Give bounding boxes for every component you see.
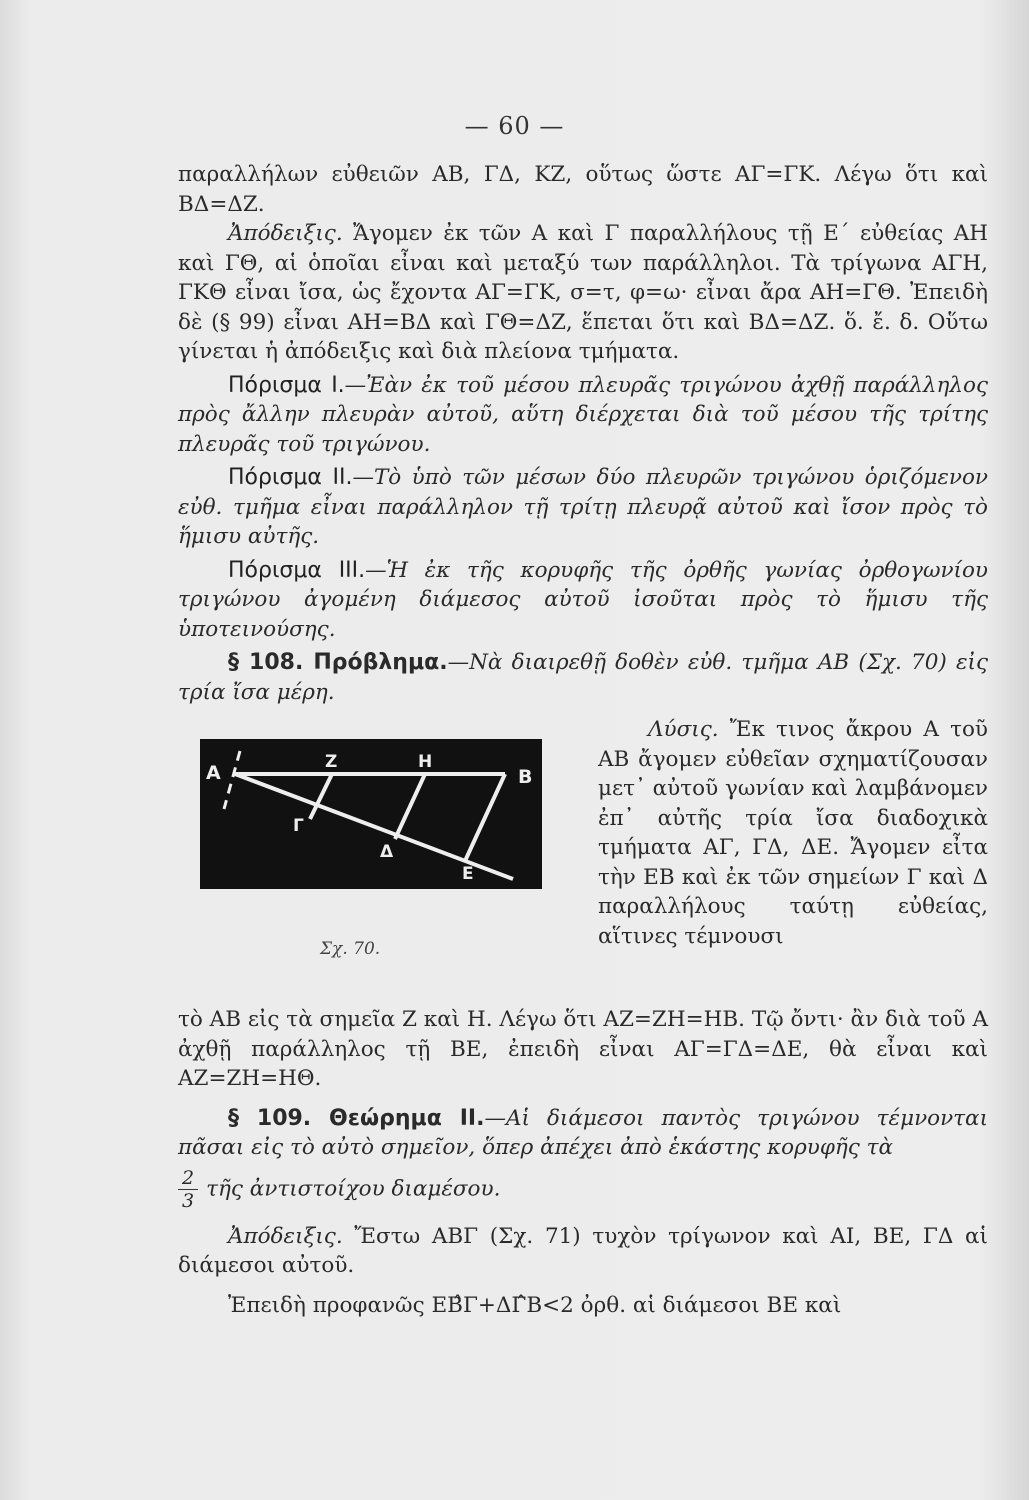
section-108 — [178, 648, 988, 707]
label-b: B — [518, 766, 533, 788]
label-a: A — [206, 762, 221, 784]
fraction-denominator: 3 — [182, 1189, 195, 1212]
corollary-2-text: —Τὸ ὑπὸ τῶν μέσων δύο πλευρῶν τριγώνου ὁριζόμενον εὐθ. τμῆμα εἶναι παράλληλον τῇ τρίτῃ πλευρᾷ αὐτοῦ καὶ ἴσον πρὸς τὸ ἥμισυ αὐτῆς. — [178, 465, 988, 549]
figure-caption: Σχ. 70. — [320, 939, 381, 959]
division-diagram-svg — [200, 739, 542, 889]
segment-eb — [465, 774, 505, 861]
section-109-text: —Αἱ διάμεσοι παντὸς τριγώνου τέμνονται πᾶσαι εἰς τὸ αὐτὸ σημεῖον, ὅπερ ἀπέχει ἀπὸ ἑκάστης κορυφῆς τὰ — [178, 1105, 988, 1160]
solution-text: Ἔκ τινος ἄκρου Α τοῦ ΑΒ ἄγομεν εὐθεῖαν σχηματίζουσαν μετ᾽ αὐτοῦ γωνίαν καὶ λαμβάνομεν ἐπ᾽ αὐτῆς τρία ἴσα διαδοχικὰ τμήματα ΑΓ, ΓΔ, ΔΕ. Ἄγομεν εἶτα τὴν ΕΒ καὶ ἐκ τῶν σημείων Γ καὶ Δ παραλλήλους ταύτῃ εὐθείας, αἵτινες τέμνουσι — [598, 717, 988, 949]
figure-70 — [178, 715, 568, 995]
dashed-parallel — [224, 751, 240, 809]
corollary-1-text: —Ἐὰν ἐκ τοῦ μέσου πλευρᾶς τριγώνου ἀχθῇ παράλληλος πρὸς ἄλλην πλευρὰν αὐτοῦ, αὕτη διέρχεται διὰ τοῦ μέσου τῆς τρίτης πλευρᾶς τοῦ τριγώνου. — [178, 372, 988, 457]
figure-and-solution — [178, 715, 988, 1005]
corollary-3-label: Πόρισμα ΙΙΙ. — [228, 557, 366, 583]
section-109 — [178, 1104, 988, 1163]
figure-diagram — [200, 739, 542, 889]
proof-text: Ἄγομεν ἐκ τῶν Α καὶ Γ παραλλήλους τῇ Ε΄ εὐθείας ΑΗ καὶ ΓΘ, αἱ ὁποῖαι εἶναι καὶ μεταξύ των παράλληλοι. Τὰ τρίγωνα ΑΓΗ, ΓΚΘ εἶναι ἴσα, ὡς ἔχοντα ΑΓ=ΓΚ, σ=τ, φ=ω· εἶναι ἄρα ΑΗ=ΓΘ. Ἐπειδὴ δὲ (§ 99) εἶναι ΑΗ=ΒΔ καὶ ΓΘ=ΔΖ, ἕπεται ὅτι καὶ ΒΔ=ΔΖ. ὅ. ἔ. δ. Οὕτω γίνεται ἡ ἀπόδειξις καὶ διὰ πλείονα τμήματα. — [178, 221, 988, 364]
section-109-heading: § 109. Θεώρημα ΙΙ. — [228, 1105, 485, 1131]
page-number: — 60 — — [464, 112, 565, 140]
section-108-text: —Νὰ διαιρεθῇ δοθὲν εὐθ. τμῆμα ΑΒ (Σχ. 70) εἰς τρία ἴσα μέρη. — [178, 650, 988, 705]
section-109-tail: τῆς ἀντιστοίχου διαμέσου. — [206, 1176, 501, 1201]
fraction-numerator: 2 — [178, 1167, 198, 1190]
page-body — [178, 160, 988, 1320]
solution-label: Λύσις. — [648, 717, 719, 742]
last-line: Ἐπειδὴ προφανῶς ΕΒ̂Γ+ΔΓ̂Β<2 ὀρθ. αἱ διάμεσοι ΒΕ καὶ — [228, 1292, 842, 1318]
label-h: H — [418, 752, 433, 772]
corollary-2-label: Πόρισμα ΙΙ. — [228, 465, 353, 490]
parallel-dh — [395, 774, 425, 839]
corollary-1-label: Πόρισμα Ι. — [228, 372, 345, 398]
section-109-fraction-line — [178, 1167, 988, 1212]
section-108-heading: § 108. Πρόβλημα. — [228, 650, 448, 675]
fraction-two-thirds — [178, 1167, 198, 1212]
proof-label: Ἀπόδειξις. — [228, 221, 343, 246]
label-e: E — [462, 864, 474, 884]
solution-continued: τὸ ΑΒ εἰς τὰ σημεῖα Ζ καὶ Η. Λέγω ὅτι ΑΖ=ΖΗ=ΗΒ. Τῷ ὄντι· ἂν διὰ τοῦ Α ἀχθῇ παράλληλος τῇ ΒΕ, ἐπειδὴ εἶναι ΑΓ=ΓΔ=ΔΕ, θὰ εἶναι καὶ ΑΖ=ΖΗ=ΗΘ. — [178, 1007, 988, 1091]
solution-column — [598, 715, 988, 951]
label-z: Z — [325, 752, 338, 772]
proof2-text: Ἔστω ΑΒΓ (Σχ. 71) τυχὸν τρίγωνον καὶ ΑΙ, ΒΕ, ΓΔ αἱ διάμεσοι αὐτοῦ. — [178, 1223, 988, 1278]
proof-paragraph — [178, 219, 988, 367]
label-delta: Δ — [380, 842, 394, 862]
corollary-1 — [178, 371, 988, 460]
corollary-3 — [178, 556, 988, 645]
paragraph-intro: παραλλήλων εὐθειῶν ΑΒ, ΓΔ, ΚΖ, οὕτως ὥστε ΑΓ=ΓΚ. Λέγω ὅτι καὶ ΒΔ=ΔΖ. — [178, 162, 988, 217]
label-gamma: Γ — [293, 816, 304, 836]
corollary-2 — [178, 463, 988, 552]
parallel-gz — [310, 774, 332, 819]
proof2-paragraph — [178, 1222, 988, 1281]
proof2-label: Ἀπόδειξις. — [228, 1223, 343, 1249]
solution-paragraph — [598, 715, 988, 951]
corollary-3-text: —Ἡ ἐκ τῆς κορυφῆς τῆς ὀρθῆς γωνίας ὀρθογωνίου τριγώνου ἀγομένη διάμεσος αὐτοῦ ἰσοῦται πρὸς τὸ ἥμισυ τῆς ὑποτεινούσης. — [178, 557, 988, 642]
